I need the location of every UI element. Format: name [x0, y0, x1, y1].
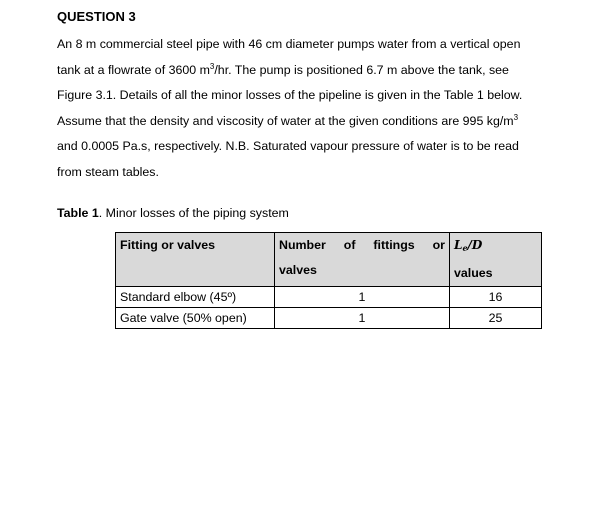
cell-count: 1 — [275, 308, 450, 329]
header-fitting: Fitting or valves — [116, 233, 275, 287]
question-text — [57, 32, 577, 186]
ratio-l: L — [454, 238, 463, 252]
header-count-word: of — [343, 238, 356, 252]
cell-ratio: 16 — [450, 287, 542, 308]
cell-fitting: Standard elbow (45º) — [116, 287, 275, 308]
table-caption — [57, 206, 289, 220]
ratio-d: /D — [467, 238, 483, 252]
header-count-word: or — [432, 238, 445, 252]
table-row — [116, 287, 542, 308]
question-line-1: An 8 m commercial steel pipe with 46 cm diameter pumps water from a vertical open — [57, 37, 521, 51]
ratio-subscript: e — [462, 243, 468, 253]
minor-losses-table — [115, 232, 542, 329]
header-count — [275, 233, 450, 287]
cell-fitting: Gate valve (50% open) — [116, 308, 275, 329]
question-line-4 — [57, 109, 577, 135]
question-line-3: Figure 3.1. Details of all the minor losses of the pipeline is given in the Table 1 below. — [57, 88, 523, 103]
header-count-word: fittings — [373, 238, 415, 252]
question-heading: QUESTION 3 — [57, 9, 136, 24]
header-ratio-line-2: values — [454, 266, 493, 280]
table-row — [116, 308, 542, 329]
table-caption-text: . Minor losses of the piping system — [98, 206, 289, 220]
header-ratio-formula — [454, 233, 537, 261]
question-line-2-end: /hr. The pump is positioned 6.7 m above the tank, see — [214, 62, 509, 77]
question-line-2-start: tank at a flowrate of 3600 m — [57, 62, 210, 77]
question-line-5: and 0.0005 Pa.s, respectively. N.B. Saturated vapour pressure of water is to be read — [57, 139, 519, 154]
cubic-superscript: 3 — [209, 61, 215, 71]
cell-ratio: 25 — [450, 308, 542, 329]
cubic-superscript: 3 — [513, 112, 519, 122]
header-ratio — [450, 233, 542, 287]
question-line-2 — [57, 58, 577, 84]
header-count-line-1 — [279, 233, 445, 258]
table-caption-label: Table 1 — [57, 206, 99, 220]
header-count-word: Number — [279, 238, 326, 252]
question-line-4-start: Assume that the density and viscosity of water at the given conditions are 995 kg/m — [57, 113, 514, 128]
cell-count: 1 — [275, 287, 450, 308]
question-line-6: from steam tables. — [57, 164, 159, 179]
header-count-line-2: valves — [279, 263, 317, 277]
table-header-row — [116, 233, 542, 287]
